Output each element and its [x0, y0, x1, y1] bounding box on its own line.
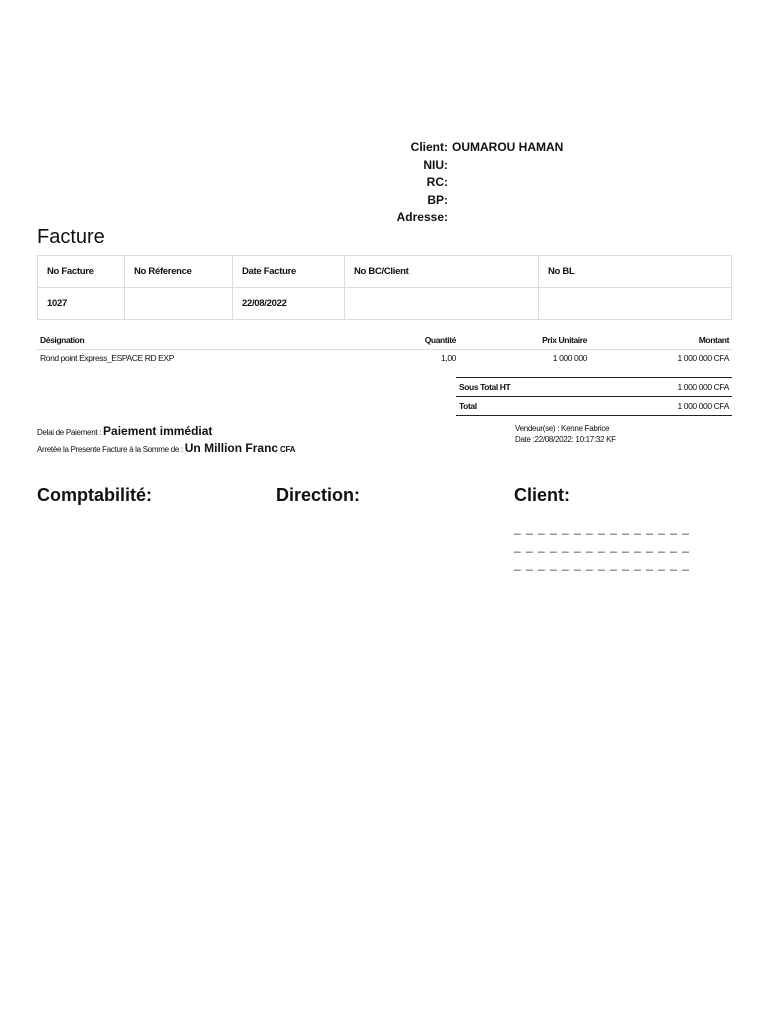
seller-vendor: Vendeur(se) : Kenne Fabrice [515, 424, 610, 433]
line-items-header [37, 331, 732, 349]
total-value: 1 000 000 CFA [594, 397, 732, 416]
address-value [448, 209, 452, 227]
subtotal-value: 1 000 000 CFA [594, 378, 732, 397]
payment-delay-label: Delai de Paiement : [37, 428, 104, 437]
col-no-bc-client: No BC/Client [345, 256, 539, 288]
address-label: Adresse: [396, 210, 448, 224]
seller-date: Date :22/08/2022: 10:17:32 KF [515, 435, 616, 444]
subtotal-row [456, 378, 732, 397]
col-no-facture: No Facture [38, 256, 125, 288]
col-designation: Désignation [37, 331, 417, 349]
row-prix: 1 000 000 [552, 353, 587, 364]
header-value-row [38, 288, 732, 320]
table-row [37, 349, 732, 367]
signature-line: _ _ _ _ _ _ _ _ _ _ _ _ _ _ _ [514, 521, 690, 535]
row-quantite: 1,00 [441, 353, 456, 364]
val-no-facture: 1027 [38, 288, 125, 320]
client-name-row [380, 139, 640, 157]
client-signature-lines [514, 519, 690, 573]
subtotal-label: Sous Total HT [456, 378, 594, 397]
client-info [380, 139, 640, 227]
client-label: Client: [410, 140, 448, 154]
amount-in-words [37, 440, 295, 457]
amount-words: Un Million Franc [184, 441, 279, 455]
seller-info [515, 423, 616, 445]
rc-row [380, 174, 640, 192]
header-label-row [38, 256, 732, 288]
col-montant: Montant [590, 331, 732, 349]
niu-label: NIU: [423, 157, 448, 172]
payment-delay [37, 423, 295, 440]
signature-direction: Direction: [276, 485, 361, 505]
signature-line: _ _ _ _ _ _ _ _ _ _ _ _ _ _ _ [514, 557, 690, 571]
val-date-facture: 22/08/2022 [233, 288, 345, 320]
amount-label: Arretée la Presente Facture à la Somme de : [37, 445, 185, 454]
rc-label: RC: [426, 175, 448, 189]
col-no-bl: No BL [539, 256, 732, 288]
payment-delay-value: Paiement immédiat [103, 424, 213, 438]
line-items-table [37, 331, 732, 367]
niu-row [380, 157, 640, 175]
bp-row [380, 192, 640, 210]
col-date-facture: Date Facture [233, 256, 345, 288]
address-row [380, 209, 640, 227]
invoice-header-table [37, 255, 732, 320]
amount-currency: CFA [280, 445, 296, 454]
signature-client: Client: [514, 485, 570, 505]
col-prix-unitaire: Prix Unitaire [459, 331, 590, 349]
col-quantite: Quantité [417, 331, 459, 349]
client-value: OUMAROU HAMAN [452, 140, 564, 154]
total-label: Total [456, 397, 594, 416]
payment-terms [37, 423, 295, 457]
document-title: Facture [37, 226, 105, 248]
totals-table [456, 377, 732, 416]
val-no-bc-client [345, 288, 539, 320]
niu-value [448, 157, 452, 175]
signature-line: _ _ _ _ _ _ _ _ _ _ _ _ _ _ _ [514, 539, 690, 553]
val-no-reference [125, 288, 233, 320]
row-montant: 1 000 000 CFA [677, 353, 729, 364]
signature-comptabilite: Comptabilité: [37, 485, 152, 505]
bp-label: BP: [427, 192, 448, 207]
val-no-bl [539, 288, 732, 320]
row-designation: Rond point Express_ESPACE RD EXP [40, 353, 174, 364]
rc-value [448, 174, 452, 192]
total-row [456, 397, 732, 416]
bp-value [448, 192, 452, 210]
col-no-reference: No Réference [125, 256, 233, 288]
